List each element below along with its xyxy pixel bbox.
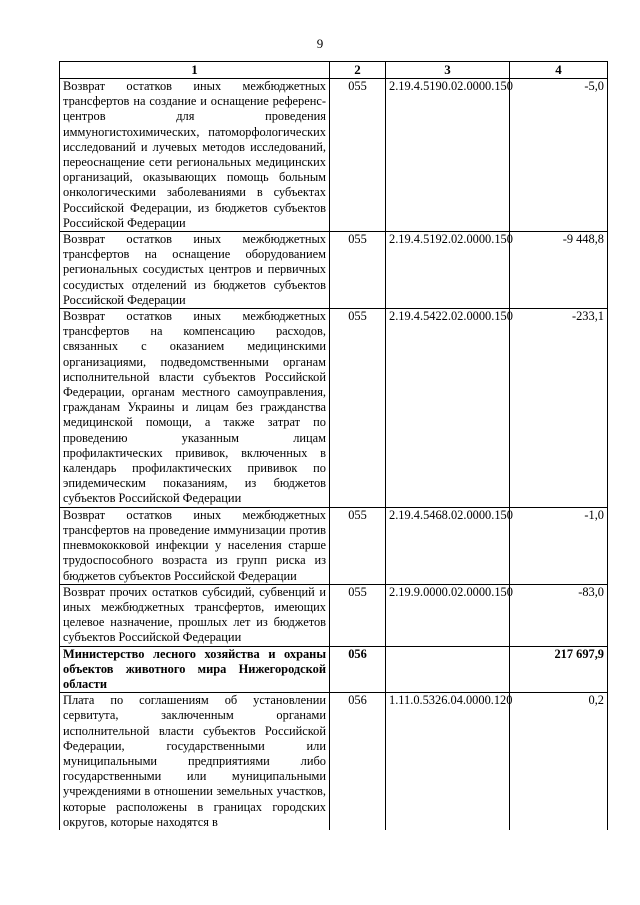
row-code: 056 <box>330 693 386 830</box>
row-code: 055 <box>330 309 386 508</box>
row-code: 055 <box>330 507 386 584</box>
row-name: Возврат остатков иных межбюджетных трансфертов на оснащение оборудованием региональных сосудистых центров и первичных сосудистых отделений из бюджетов субъектов Российской Федерации <box>60 232 330 309</box>
header-cell: 2 <box>330 62 386 79</box>
row-name: Возврат прочих остатков субсидий, субвенций и иных межбюджетных трансфертов, имеющих целевое назначение, прошлых лет из бюджетов субъектов Российской Федерации <box>60 584 330 646</box>
table-header-row <box>60 62 608 79</box>
row-code: 056 <box>330 646 386 693</box>
row-name: Плата по соглашениям об установлении сервитута, заключенным органами исполнительной власти субъектов Российской Федерации, государственными или муниципальными предприятиями либо государственными или муниципальными учреждениями в отношении земельных участков, которые расположены в границах городских округов, которые находятся в <box>60 693 330 830</box>
table-row <box>60 584 608 646</box>
table-row <box>60 232 608 309</box>
row-name: Возврат остатков иных межбюджетных трансфертов на компенсацию расходов, связанных с оказанием медицинскими организациями, подведомственными органам исполнительной власти субъектов Российской Федерации, органам местного самоуправления, гражданам Украины и лицам без гражданства медицинской помощи, а также затрат по проведению указанным лицам профилактических прививок, включенных в календарь профилактических прививок по эпидемическим показаниям, из бюджетов субъектов Российской Федерации <box>60 309 330 508</box>
row-sum: 217 697,9 <box>510 646 608 693</box>
row-sum: 0,2 <box>510 693 608 830</box>
row-kbk: 2.19.4.5192.02.0000.150 <box>386 232 510 309</box>
row-name: Министерство лесного хозяйства и охраны объектов животного мира Нижегородской области <box>60 646 330 693</box>
row-kbk: 2.19.9.0000.02.0000.150 <box>386 584 510 646</box>
row-code: 055 <box>330 232 386 309</box>
row-sum: -83,0 <box>510 584 608 646</box>
row-name: Возврат остатков иных межбюджетных трансфертов на создание и оснащение референс-центров для проведения иммуногистохимических, патоморфологических исследований и лучевых методов исследований, переоснащение сети региональных медицинских организаций, оказывающих помощь больным онкологическими заболеваниями в субъектах Российской Федерации, из бюджетов субъектов Российской Федерации <box>60 79 330 232</box>
table-row <box>60 309 608 508</box>
row-kbk <box>386 646 510 693</box>
row-kbk: 2.19.4.5468.02.0000.150 <box>386 507 510 584</box>
row-code: 055 <box>330 79 386 232</box>
table-row-ministry <box>60 646 608 693</box>
table-row <box>60 693 608 830</box>
row-name: Возврат остатков иных межбюджетных трансфертов на проведение иммунизации против пневмококковой инфекции у населения старше трудоспособного возраста из групп риска из бюджетов субъектов Российской Федерации <box>60 507 330 584</box>
table-row <box>60 507 608 584</box>
header-cell: 1 <box>60 62 330 79</box>
row-kbk: 2.19.4.5190.02.0000.150 <box>386 79 510 232</box>
page-number: 9 <box>316 36 324 51</box>
table-row <box>60 79 608 232</box>
header-cell: 4 <box>510 62 608 79</box>
row-sum: -1,0 <box>510 507 608 584</box>
budget-table <box>59 61 608 830</box>
row-sum: -233,1 <box>510 309 608 508</box>
row-sum: -5,0 <box>510 79 608 232</box>
header-cell: 3 <box>386 62 510 79</box>
row-kbk: 1.11.0.5326.04.0000.120 <box>386 693 510 830</box>
row-code: 055 <box>330 584 386 646</box>
row-kbk: 2.19.4.5422.02.0000.150 <box>386 309 510 508</box>
row-sum: -9 448,8 <box>510 232 608 309</box>
